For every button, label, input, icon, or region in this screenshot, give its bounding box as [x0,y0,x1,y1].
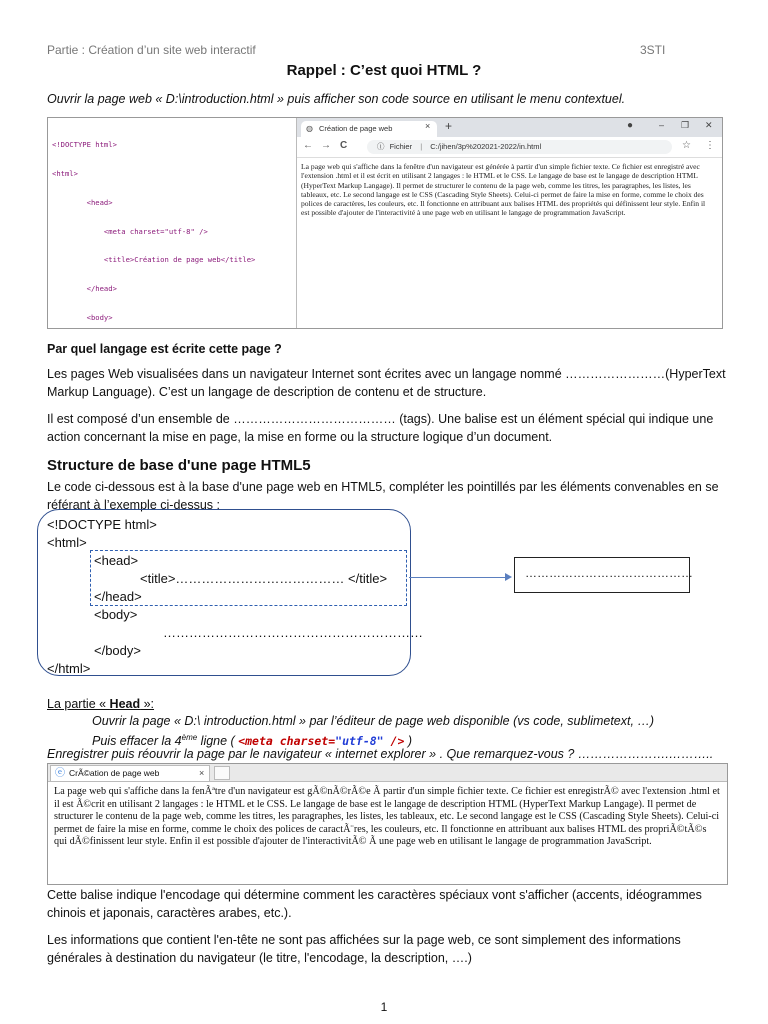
paragraph-encoding: Cette balise indique l'encodage qui détermine comment les caractères spéciaux vont s'afficher (accents, idéogrammes chinois et japonais, caractères arabes, etc.). [47,888,702,920]
body-close-line: </body> [94,643,141,658]
body-open-line: <body> [94,607,138,622]
code-line: <meta charset="utf-8" /> [52,226,208,236]
code-line: <title>Création de page web</title> [52,255,256,265]
ie-screenshot [47,763,728,885]
new-tab-icon[interactable] [214,766,230,780]
arrow-head-icon [505,573,512,581]
code-line: <!DOCTYPE html> [52,140,117,150]
code-line: <body> [52,312,113,322]
window-close-icon[interactable]: ✕ [705,120,713,130]
title-line: <title>………………………………… </title> [140,571,388,586]
ie-tab-bar [48,764,727,782]
globe-icon: ◍ [306,124,313,133]
browser-window [296,118,723,328]
tab-bar [297,118,723,137]
answer-box: …………………………………… [514,557,690,593]
head-part-label: La partie « Head »: [47,697,155,711]
address-text: C:/jihen/3p%202021-2022/in.html [430,142,542,151]
maximize-icon[interactable]: ❐ [681,120,690,130]
code-line: </head> [52,284,117,294]
header-left: Partie : Création d’un site web interactif [47,43,256,57]
rendered-page-text: La page web qui s'affiche dans la fenêtre d'un navigateur est générée à partir d'un simple fichier texte. Ce fichier est enregistré avec l'extension .html et il est écrit en utilisant 2 langages : le HTML et le CSS. Le langage de base est le langage de description HTML (HyperText Markup Langage). Il permet de structurer le contenu de la page web, comme les titres, les paragraphes, les listes, les tableaux, etc. Le second langage est le CSS (Cascading Style Sheets). Celui-ci permet de faire la mise en forme, comme le choix des polices de caractères, les couleurs, etc. Il fonctionne en attribuant aux balises HTML des propriétés qui définissent leur style. Enfin il est possible d'ajouter de l'interactivité à une page web en utilisant le langage de programmation JavaScript. [301,162,706,218]
url-input[interactable]: ⓘ Fichier | C:/jihen/3p%202021-2022/in.html [367,140,672,154]
profile-icon[interactable]: ● [627,120,634,131]
head-close-line: </head> [94,589,142,604]
new-tab-icon[interactable]: + [445,119,453,133]
page-number: 1 [380,1000,388,1014]
close-icon[interactable]: × [199,768,205,778]
section-intro: Le code ci-dessous est à la base d'une page web en HTML5, compléter les pointillés par les éléments convenables en se référant à l’exemple ci-dessus : [47,480,719,512]
paragraph-html-name: Les pages Web visualisées dans un navigateur Internet sont écrites avec un langage nommé ……………………(HyperText Markup Language). C’est un langage de description de contenu et de structure. [47,367,726,399]
minimize-icon[interactable]: – [659,120,665,130]
address-label: Fichier [389,142,413,151]
ie-tab[interactable] [50,765,210,781]
back-icon[interactable]: ← [303,140,313,151]
ie-rendered-text: La page web qui s'affiche dans la fenÃªtre d'un navigateur est gÃ©nÃ©rÃ©e Ã partir d'un simple fichier texte. Ce fichier est enregistrÃ© avec l'extension .html et il est Ã©crit en utilisant 2 langages : le HTML et le CSS. Le langage de base est le langage de description HTML (HyperText Markup Langage). Il permet de structurer le contenu de la page web, comme les titres, les paragraphes, les listes, les tableaux, etc. Le second langage est le CSS (Cascading Style Sheets). Celui-ci permet de faire la mise en forme, comme le choix des polices de caractÃ¨res, les couleurs, etc. Il fonctionne en attribuant aux balises HTML des propriÃ©tÃ©s qui dÃ©finissent leur style. Enfin il est possible d'ajouter de l'interactivitÃ© Ã une page web en utilisant le langage de programmation JavaScript. [54,786,720,848]
head-open-line: <head> [94,553,139,568]
head-instruction-3: Enregistrer puis réouvrir la page par le navigateur « internet explorer » . Que remarquez-vous ? ………………….……….. [47,747,714,761]
code-line: <head> [52,197,113,207]
html-close-line: </html> [47,661,91,676]
header-right: 3STI [640,43,666,57]
section-title: Structure de base d'une page HTML5 [47,457,311,474]
source-browser-screenshot [47,117,723,329]
menu-icon[interactable]: ⋮ [705,140,715,151]
doctype-line: <!DOCTYPE html> [47,517,157,532]
body-dots-line: …………………………………………………… [163,625,423,640]
info-icon: ⓘ [377,142,385,151]
meta-tag: <meta [238,734,280,749]
question-language: Par quel langage est écrite cette page ? [47,342,282,356]
connector-arrow [409,577,509,578]
head-instruction-1: Ouvrir la page « D:\ introduction.html » par l’éditeur de page web disponible (vs code, sublimetext, …) [92,714,655,728]
reload-icon[interactable]: C [340,140,348,151]
address-bar-row [297,137,723,158]
paragraph-head-info: Les informations que contient l'en-tête ne sont pas affichées sur la page web, ce sont simplement des informations générales à destination du navigateur (le titre, l'encodage, la description, ….) [47,933,681,965]
forward-icon[interactable]: → [321,140,331,151]
source-code-panel [48,118,296,328]
ie-logo-icon: ⓔ [55,768,65,779]
tab-title: Création de page web [319,124,393,133]
code-line: <html> [52,168,78,178]
intro-text: Ouvrir la page web « D:\introduction.html » puis afficher son code source en utilisant le menu contextuel. [47,92,626,106]
close-icon[interactable]: × [425,121,431,131]
browser-tab[interactable] [301,121,437,137]
ie-tab-title: CrÃ©ation de page web [69,768,160,778]
star-icon[interactable]: ☆ [682,140,691,151]
html-open-line: <html> [47,535,87,550]
paragraph-tags: Il est composé d’un ensemble de ………………………………… (tags). Une balise est un élément spécial qui indique une action concernant la mise en page, la mise en forme ou la structure logique d’un document. [47,412,714,444]
page-title: Rappel : C’est quoi HTML ? [286,62,482,79]
head-instruction-2: Puis effacer la 4ème ligne ( <meta charset="utf-8" /> ) [92,733,413,749]
